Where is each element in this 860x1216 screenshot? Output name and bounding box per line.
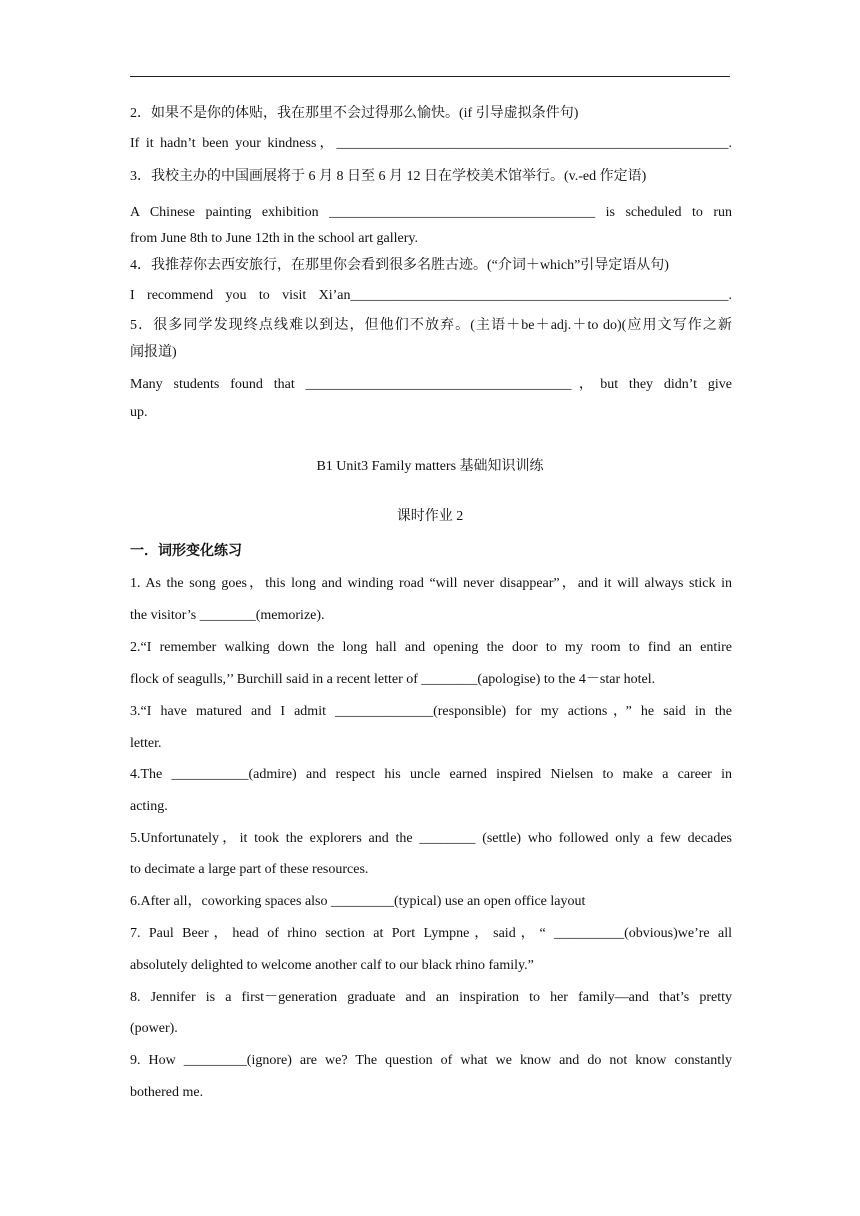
exercise-line: to decimate a large part of these resources.: [130, 862, 369, 877]
exercise-line: 6.After all，coworking spaces also _________(typical) use an open office layout: [130, 894, 586, 909]
document-title: B1 Unit3 Family matters 基础知识训练: [316, 459, 544, 474]
translation-item-2-prompt: 2．如果不是你的体贴，我在那里不会过得那么愉快。(if 引导虚拟条件句): [130, 106, 579, 121]
exercise-line: 3.“I have matured and I admit ______________(responsible) for my actions，” he said in the: [130, 704, 732, 719]
translation-item-3-prompt: 3．我校主办的中国画展将于 6 月 8 日至 6 月 12 日在学校美术馆举行。(v.-ed 作定语): [130, 169, 647, 184]
exercise-line: 1. As the song goes，this long and winding road “will never disappear”，and it will always stick in: [130, 576, 732, 591]
translation-item-3-answer-line: A Chinese painting exhibition ______________________________________ is scheduled to run: [130, 205, 732, 220]
section-heading: 一．词形变化练习: [130, 544, 242, 559]
exercise-line: acting.: [130, 799, 168, 814]
exercise-line: 2.“I remember walking down the long hall and opening the door to my room to find an entire: [130, 640, 732, 655]
document-subtitle: 课时作业 2: [396, 509, 464, 524]
exercise-line: (power).: [130, 1021, 178, 1036]
exercise-line: the visitor’s ________(memorize).: [130, 608, 325, 623]
translation-item-5-answer-cont: up.: [130, 405, 148, 420]
exercise-line: 8. Jennifer is a first－generation graduate and an inspiration to her family—and that’s pretty: [130, 990, 732, 1005]
translation-item-4-answer-line: I recommend you to visit Xi’an______________________________________________________.: [130, 288, 732, 303]
translation-item-5-prompt-cont: 闻报道): [130, 345, 177, 360]
exercise-line: 7. Paul Beer，head of rhino section at Port Lympne，said，“ __________(obvious)we’re all: [130, 926, 732, 941]
translation-item-4-prompt: 4．我推荐你去西安旅行，在那里你会看到很多名胜古迹。(“介词＋which”引导定语从句): [130, 258, 669, 273]
translation-item-2-answer-line: If it hadn’t been your kindness，________________________________________________________.: [130, 136, 732, 151]
exercise-line: bothered me.: [130, 1085, 204, 1100]
translation-item-5-answer-line: Many students found that ______________________________________，but they didn’t give: [130, 377, 732, 392]
exercise-line: letter.: [130, 736, 162, 751]
exercise-line: 4.The ___________(admire) and respect his uncle earned inspired Nielsen to make a career in: [130, 767, 732, 782]
exercise-line: 9. How _________(ignore) are we? The question of what we know and do not know constantly: [130, 1053, 732, 1068]
exercise-line: flock of seagulls,’’ Burchill said in a recent letter of ________(apologise) to the 4－star hotel.: [130, 672, 656, 687]
exercise-line: absolutely delighted to welcome another calf to our black rhino family.”: [130, 958, 534, 973]
exercise-line: 5.Unfortunately，it took the explorers and the ________ (settle) who followed only a few decades: [130, 831, 732, 846]
header-rule: [130, 76, 730, 77]
translation-item-5-prompt: 5．很多同学发现终点线难以到达，但他们不放弃。(主语＋be＋adj.＋to do)(应用文写作之新: [130, 318, 732, 333]
translation-item-3-answer-cont: from June 8th to June 12th in the school art gallery.: [130, 231, 418, 246]
